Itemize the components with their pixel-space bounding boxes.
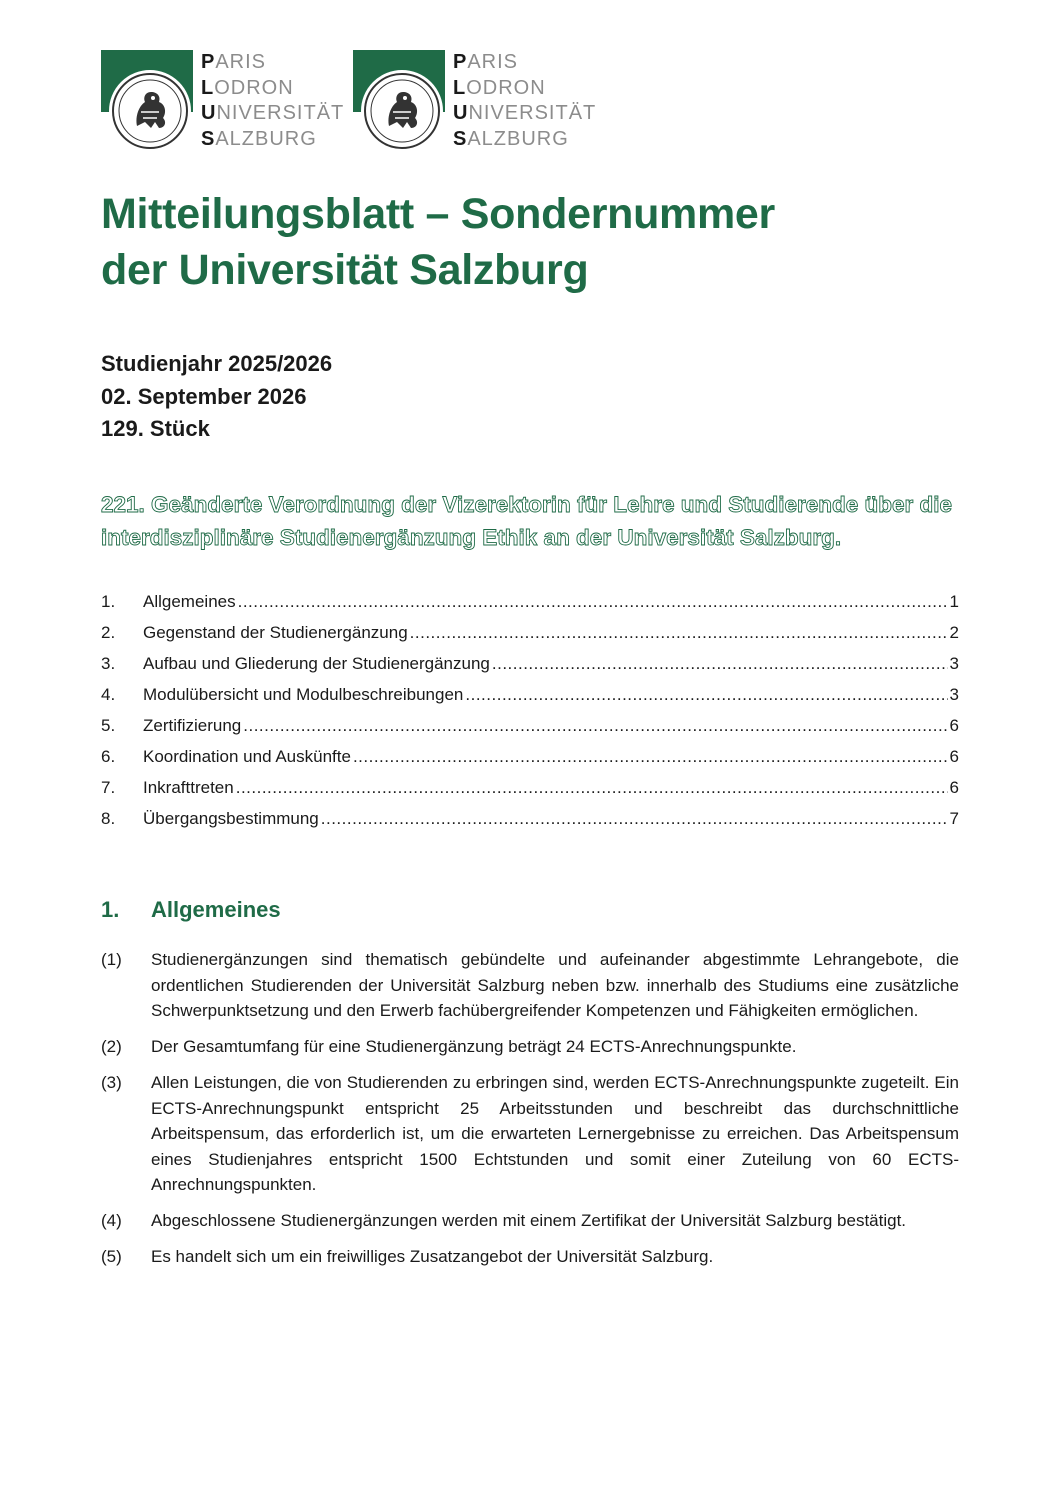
toc-leader [321,803,948,834]
toc-leader [492,648,948,679]
toc-entry[interactable] [101,803,959,834]
university-logo-duplicate [353,50,613,150]
toc-leader [353,741,948,772]
toc-leader [236,772,948,803]
logo-wordmark: PARIS LODRON UNIVERSITÄT SALZBURG [201,51,345,150]
university-logo [101,50,361,150]
toc-number: 3. [101,654,116,673]
toc-entry[interactable] [101,617,959,648]
toc-entry[interactable] [101,586,959,617]
paragraph [101,947,959,1024]
toc-page-number: 6 [949,716,959,735]
page-title [101,186,775,298]
section-number: 1. [101,897,120,922]
table-of-contents [101,586,959,834]
toc-number: 8. [101,809,116,828]
toc-page-number: 1 [949,592,959,611]
toc-number: 5. [101,716,116,735]
section-heading [101,895,281,925]
paragraph-number: (2) [101,1037,122,1056]
toc-leader [410,617,948,648]
toc-number: 2. [101,623,116,642]
toc-number: 1. [101,592,116,611]
university-seal-icon [361,70,443,152]
paragraph-number: (3) [101,1073,122,1092]
toc-page-number: 6 [949,747,959,766]
issue-meta [101,348,332,446]
toc-number: 6. [101,747,116,766]
toc-leader [243,710,947,741]
issue-number: 129. Stück [101,416,210,441]
toc-page-number: 3 [949,685,959,704]
toc-title: Modulübersicht und Modulbeschreibungen [143,685,464,704]
toc-entry[interactable] [101,772,959,803]
toc-title: Zertifizierung [143,716,242,735]
toc-entry[interactable] [101,679,959,710]
regulation-heading: 221. Geänderte Verordnung der Vizerektorin für Lehre und Studierende über die interdisziplinäre Studienergänzung Ethik an der Universität Salzburg. [101,492,953,550]
toc-page-number: 3 [949,654,959,673]
academic-year: Studienjahr 2025/2026 [101,351,333,376]
page-title-line-1: Mitteilungsblatt – Sondernummer [101,190,775,238]
toc-entry[interactable] [101,741,959,772]
paragraph-text: Abgeschlossene Studienergänzungen werden mit einem Zertifikat der Universität Salzburg bestätigt. [151,1211,907,1230]
paragraph-number: (5) [101,1247,122,1266]
paragraph-text: Der Gesamtumfang für eine Studienergänzung beträgt 24 ECTS-Anrechnungspunkte. [151,1037,797,1056]
toc-title: Gegenstand der Studienergänzung [143,623,408,642]
toc-number: 7. [101,778,116,797]
paragraph [101,1034,959,1060]
university-seal-icon [109,70,191,152]
toc-page-number: 6 [949,778,959,797]
paragraph [101,1244,959,1270]
page-title-line-2: der Universität Salzburg [101,246,589,294]
toc-title: Aufbau und Gliederung der Studienergänzung [143,654,490,673]
toc-leader [465,679,947,710]
toc-title: Inkrafttreten [143,778,234,797]
paragraph-text: Es handelt sich um ein freiwilliges Zusatzangebot der Universität Salzburg. [151,1247,714,1266]
paragraph-text: Allen Leistungen, die von Studierenden zu erbringen sind, werden ECTS-Anrechnungspunkte zugeteilt. Ein ECTS-Anrechnungspunkt entspricht 25 Arbeitsstunden und beschreibt das durchschnittliche Arbeitspensum, das erforderlich ist, um die erwarteten Lernergebnisse zu erreichen. Das Arbeitspensum eines Studienjahres entspricht 1500 Echtstunden und somit einer Zuteilung von 60 ECTS-Anrechnungspunkten. [151,1073,959,1194]
toc-page-number: 2 [949,623,959,642]
toc-entry[interactable] [101,710,959,741]
paragraph [101,1208,959,1234]
toc-leader [238,586,948,617]
toc-title: Übergangsbestimmung [143,809,319,828]
toc-title: Koordination und Auskünfte [143,747,351,766]
paragraph-number: (1) [101,950,122,969]
logo-wordmark: PARIS LODRON UNIVERSITÄT SALZBURG [453,51,597,150]
issue-date: 02. September 2026 [101,383,307,409]
section-body [101,947,959,1280]
section-title: Allgemeines [151,897,281,922]
toc-page-number: 7 [949,809,959,828]
paragraph-text: Studienergänzungen sind thematisch gebündelte und aufeinander abgestimmte Lehrangebote, die ordentlichen Studierenden der Universität Salzburg neben bzw. innerhalb des Studiums eine zusätzliche Schwerpunktsetzung und den Erwerb fachübergreifender Kompetenzen und Fähigkeiten ermöglichen. [151,950,959,1020]
toc-number: 4. [101,685,116,704]
paragraph [101,1070,959,1198]
toc-title: Allgemeines [143,592,236,611]
paragraph-number: (4) [101,1211,122,1230]
toc-entry[interactable] [101,648,959,679]
